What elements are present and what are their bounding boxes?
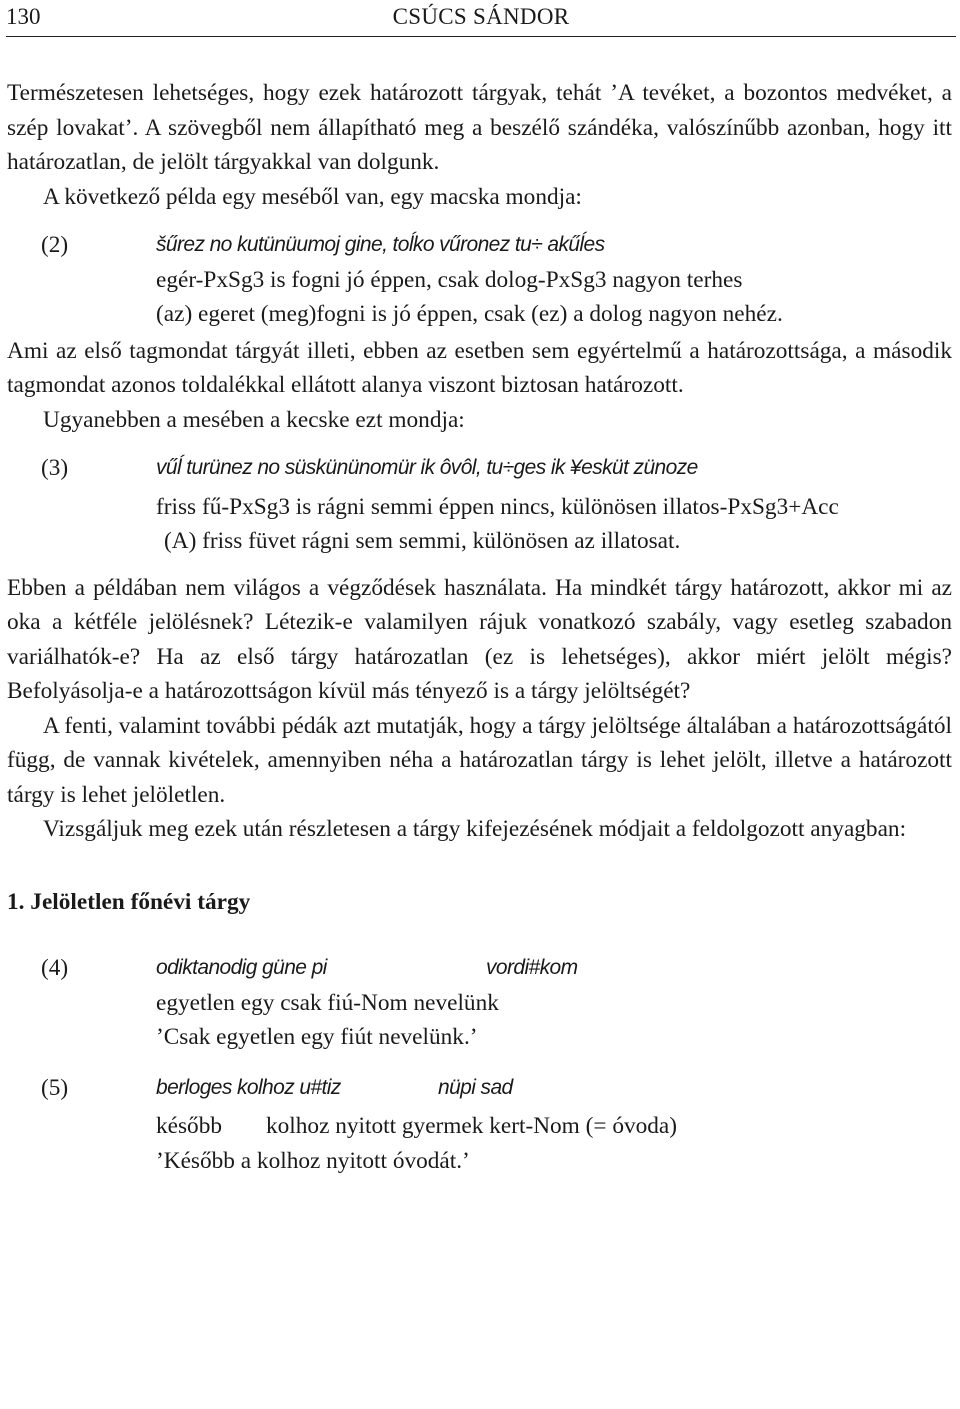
example-gloss-word: egyetlen egy csak fiú-Nom	[156, 989, 408, 1016]
example-translation: (az) egeret (meg)fogni is jó éppen, csak (ez) a dolog nagyon nehéz.	[156, 301, 783, 327]
example-number: (3)	[41, 455, 69, 481]
example-2	[7, 228, 952, 332]
example-gloss	[156, 986, 952, 1021]
example-object-language	[156, 1071, 952, 1106]
example-number: (5)	[41, 1074, 69, 1101]
page-body	[7, 76, 952, 1178]
paragraph: Ebben a példában nem világos a végződések használata. Ha mindkét tárgy határozott, akkor mi az oka a kétféle jelölésnek? Létezik-e valamilyen rájuk vonatkozó szabály, vagy esetleg szabadon variálhatók-e? Ha az első tárgy határozatlan (ez is lehetséges), akkor miért jelölt mégis? Befolyásolja-e a határozottságon kívül más tényező is a tárgy jelöltségét?	[7, 574, 952, 704]
example-object-language	[156, 951, 952, 986]
example-object-word: odiktanodig güne pi	[156, 956, 327, 979]
paragraph: Természetesen lehetséges, hogy ezek határozott tárgyak, tehát ’A tevéket, a bozontos medvéket, a szép lovakat’. A szövegből nem állapítható meg a beszélő szándéka, valószínűbb azonban, hogy itt határozatlan, de jelölt tárgyakkal van dolgunk.	[7, 80, 952, 175]
paragraph: Vizsgáljuk meg ezek után részletesen a tárgy kifejezésének módjait a feldolgozott anyagban:	[43, 816, 907, 842]
paragraph: A következő példa egy meséből van, egy macska mondja:	[43, 183, 582, 210]
example-object-language: šűrez no kutünüumoj gine, toĺko vűronez tu÷ akűĺes	[156, 233, 605, 256]
example-translation: ’Csak egyetlen egy fiút nevelünk.’	[156, 1024, 478, 1050]
example-4	[7, 951, 952, 1055]
example-translation: (A) friss füvet rágni sem semmi, különösen az illatosat.	[164, 528, 681, 554]
example-object-word: berloges kolhoz u#tiz	[156, 1075, 341, 1099]
example-gloss-word: kolhoz nyitott gyermek kert-Nom (= óvoda)	[266, 1113, 678, 1139]
example-5	[7, 1071, 952, 1179]
example-gloss-word: később	[156, 1113, 223, 1139]
running-head: CSÚCS SÁNDOR	[392, 4, 570, 29]
example-object-language: vűĺ turünez no süskününomür ik ôvôl, tu÷ges ik ¥esküt zünoze	[156, 456, 698, 479]
example-number: (4)	[41, 955, 69, 981]
page-number: 130	[6, 4, 41, 29]
page-header	[6, 0, 956, 37]
paragraph: A fenti, valamint további pédák azt mutatják, hogy a tárgy jelöltsége általában a határozottságától függ, de vannak kivételek, amennyiben néha a határozatlan tárgy is lehet jelölt, illetve a határozott tárgy is lehet jelöletlen.	[7, 712, 952, 808]
example-gloss-word: nevelünk	[413, 989, 499, 1016]
example-gloss: friss fű-PxSg3 is rágni semmi éppen nincs, különösen illatos-PxSg3+Acc	[156, 493, 839, 520]
section-heading: 1. Jelöletlen főnévi tárgy	[7, 888, 251, 915]
example-translation: ’Később a kolhoz nyitott óvodát.’	[156, 1147, 470, 1174]
example-object-word: nüpi sad	[438, 1075, 513, 1099]
example-gloss	[156, 1109, 952, 1144]
example-object-word: vordi#kom	[486, 956, 578, 979]
example-3	[7, 451, 952, 559]
paragraph: Ami az első tagmondat tárgyát illeti, ebben az esetben sem egyértelmű a határozottsága, a második tagmondat azonos toldalékkal ellátott alanya viszont biztosan határozott.	[7, 337, 952, 398]
example-number: (2)	[41, 232, 69, 258]
paragraph: Ugyanebben a mesében a kecske ezt mondja:	[43, 406, 465, 433]
example-gloss: egér-PxSg3 is fogni jó éppen, csak dolog-PxSg3 nagyon terhes	[156, 266, 743, 293]
